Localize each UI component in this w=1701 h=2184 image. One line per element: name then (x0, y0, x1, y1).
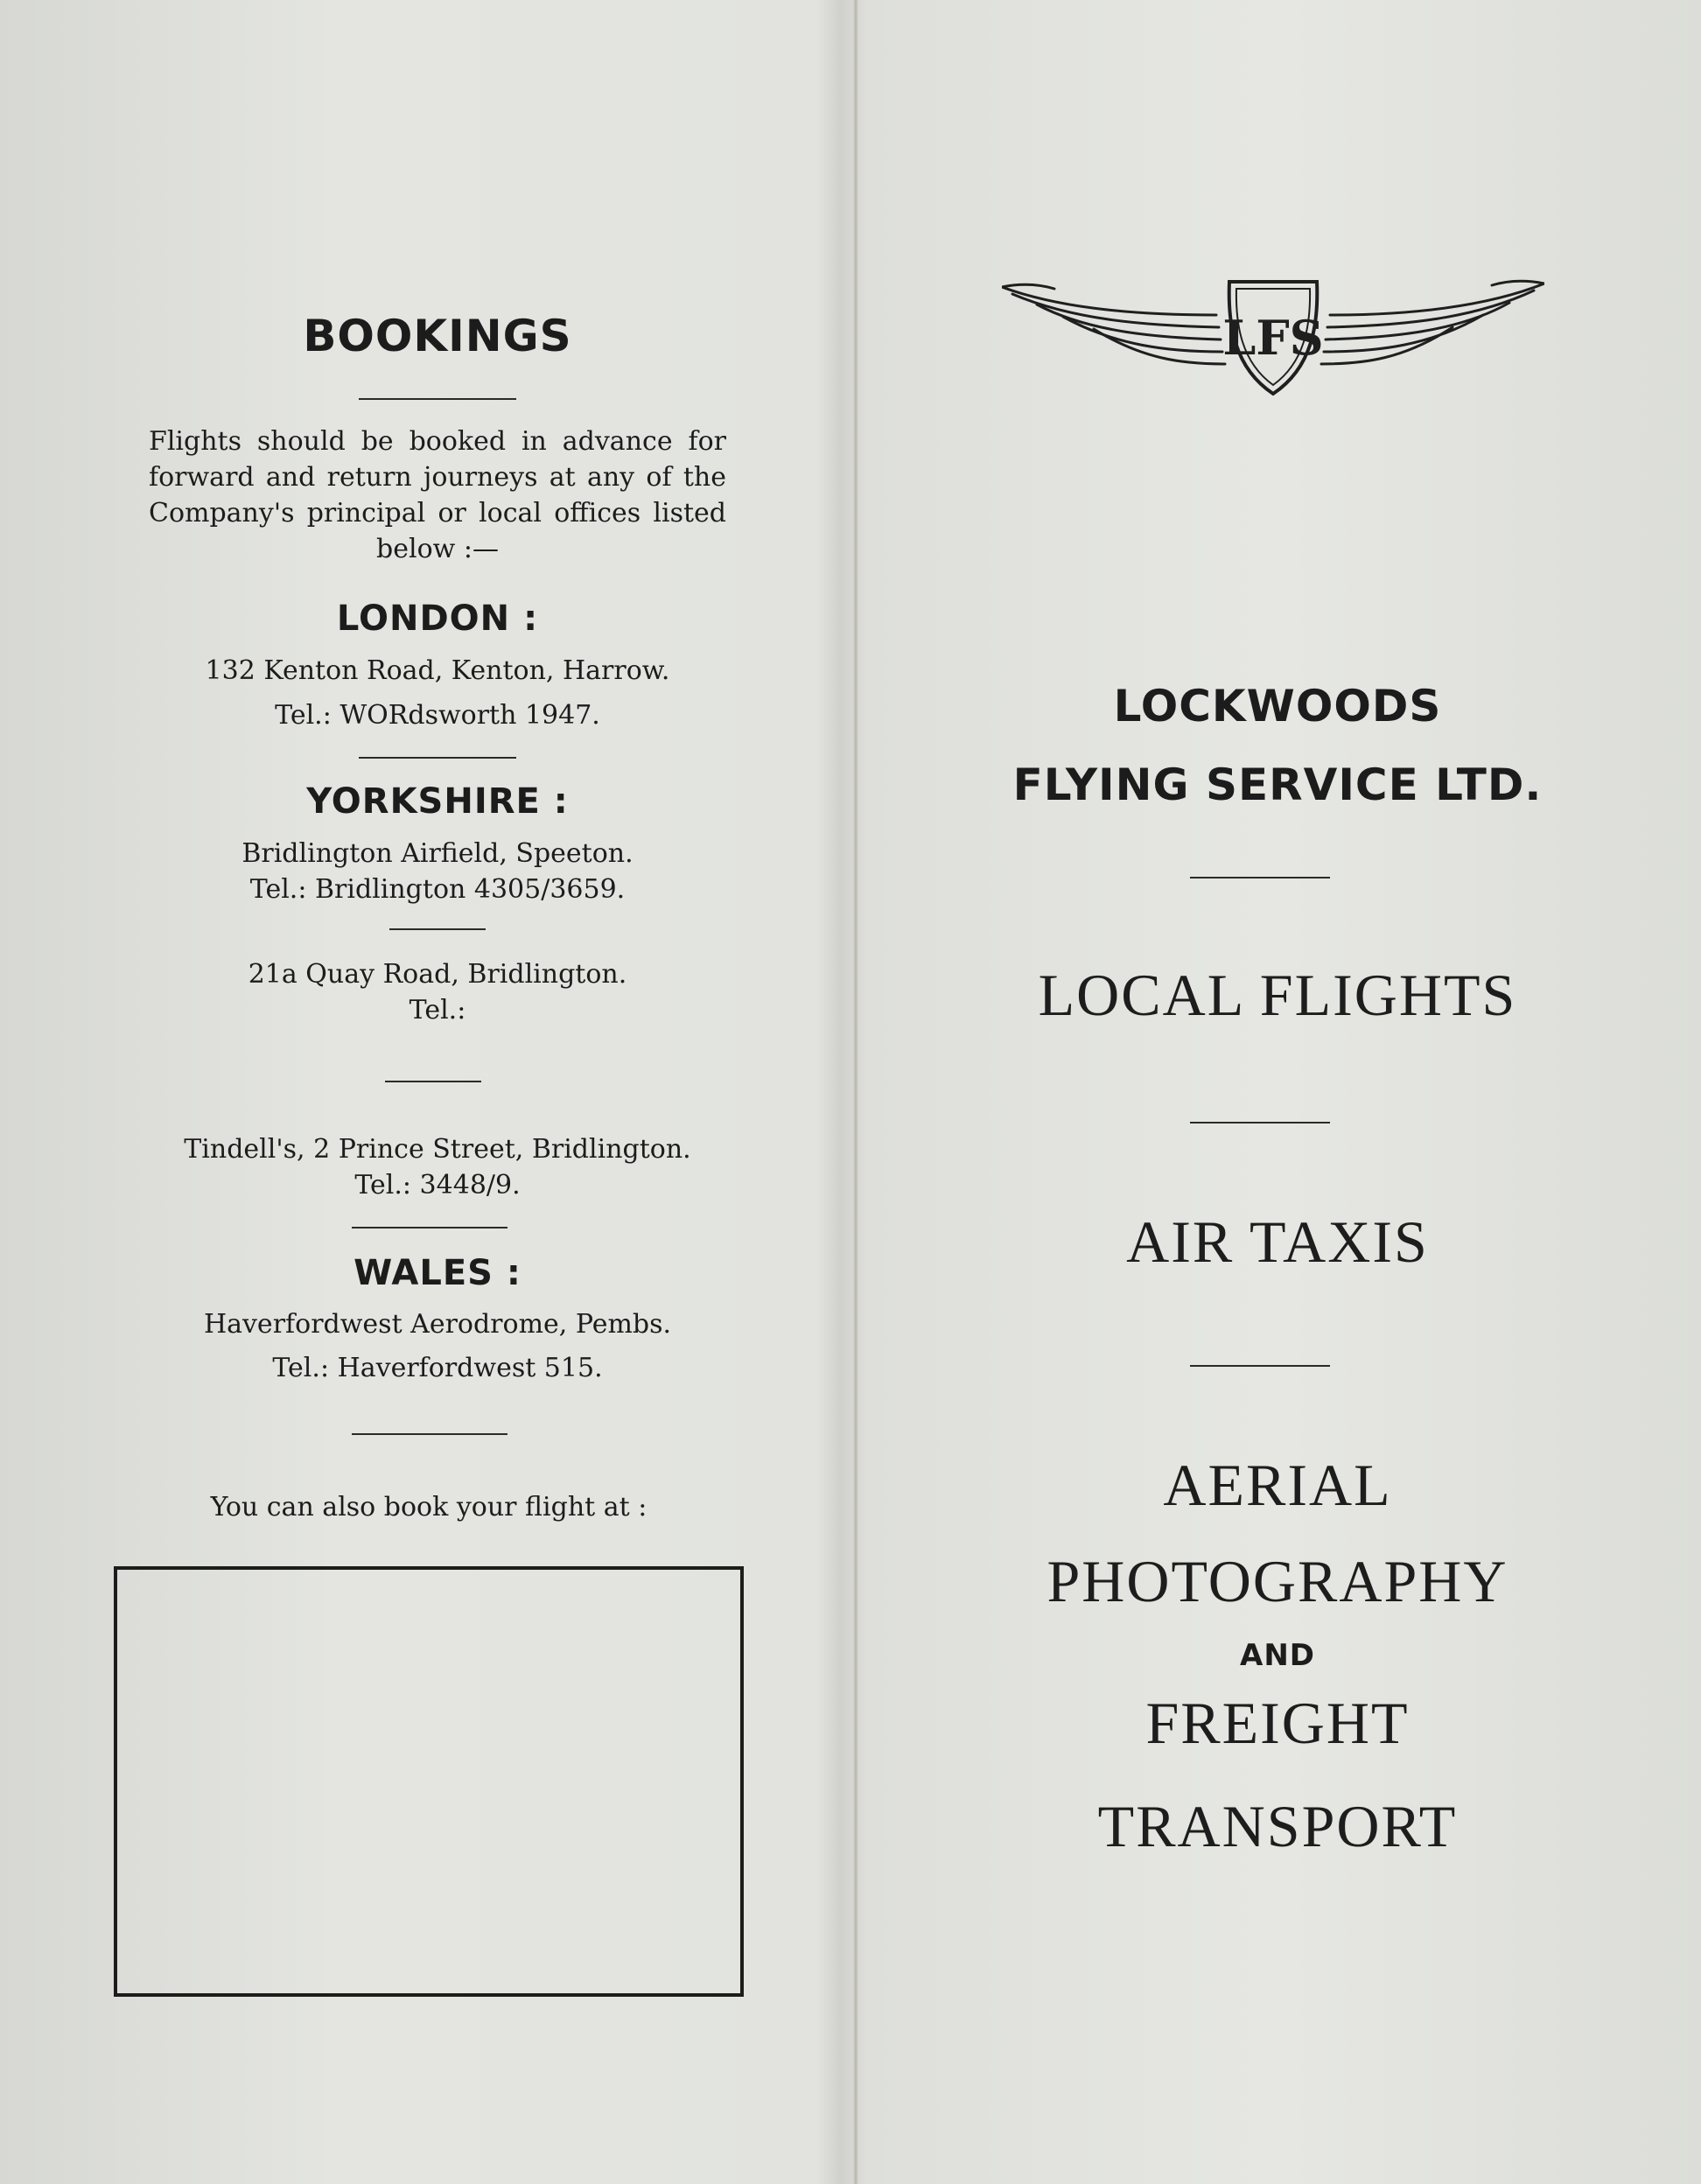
company-name-line1: LOCKWOODS (1113, 681, 1442, 732)
center-fold (853, 0, 858, 2184)
yorkshire-heading: YORKSHIRE : (306, 781, 569, 822)
cover-panel (910, 0, 1645, 2184)
service-freight: FREIGHT (1145, 1690, 1410, 1756)
also-book-text: You can also book your flight at : (210, 1492, 648, 1522)
divider (359, 757, 516, 759)
bookings-heading: BOOKINGS (303, 311, 572, 361)
yorkshire-tel-3: Tel.: 3448/9. (354, 1170, 521, 1200)
yorkshire-tel-1: Tel.: Bridlington 4305/3659. (249, 874, 626, 905)
bookings-intro: Flights should be booked in advance for forward and return journeys at any of the Company's principal or local offices listed below :— (149, 426, 726, 564)
and-connector: AND (1240, 1638, 1315, 1673)
divider (385, 1081, 481, 1082)
divider (1190, 877, 1330, 878)
london-address: 132 Kenton Road, Kenton, Harrow. (205, 655, 670, 686)
london-heading: LONDON : (336, 598, 539, 639)
divider (352, 1227, 508, 1228)
divider (1190, 1122, 1330, 1124)
service-photography: PHOTOGRAPHY (1046, 1548, 1508, 1614)
wales-heading: WALES : (354, 1253, 522, 1293)
yorkshire-address-1: Bridlington Airfield, Speeton. (242, 838, 634, 869)
service-local-flights: LOCAL FLIGHTS (1038, 962, 1517, 1028)
wales-tel: Tel.: Haverfordwest 515. (272, 1353, 603, 1383)
yorkshire-tel-2: Tel.: (409, 995, 466, 1026)
london-tel: Tel.: WORdsworth 1947. (275, 700, 600, 731)
logo-monogram: LFS (1222, 310, 1324, 366)
service-air-taxis: AIR TAXIS (1126, 1208, 1429, 1275)
bookings-panel (88, 0, 788, 2184)
yorkshire-address-2: 21a Quay Road, Bridlington. (248, 959, 627, 990)
divider (1190, 1365, 1330, 1367)
service-transport: TRANSPORT (1097, 1793, 1458, 1859)
wales-address: Haverfordwest Aerodrome, Pembs. (203, 1309, 672, 1340)
divider (352, 1433, 508, 1435)
service-aerial: AERIAL (1163, 1452, 1392, 1518)
company-name-line2: FLYING SERVICE LTD. (1012, 760, 1543, 810)
agent-stamp-box (114, 1566, 744, 1997)
winged-shield-logo (1002, 271, 1544, 411)
divider (389, 928, 486, 930)
yorkshire-address-3: Tindell's, 2 Prince Street, Bridlington. (184, 1134, 691, 1165)
divider (359, 398, 516, 400)
